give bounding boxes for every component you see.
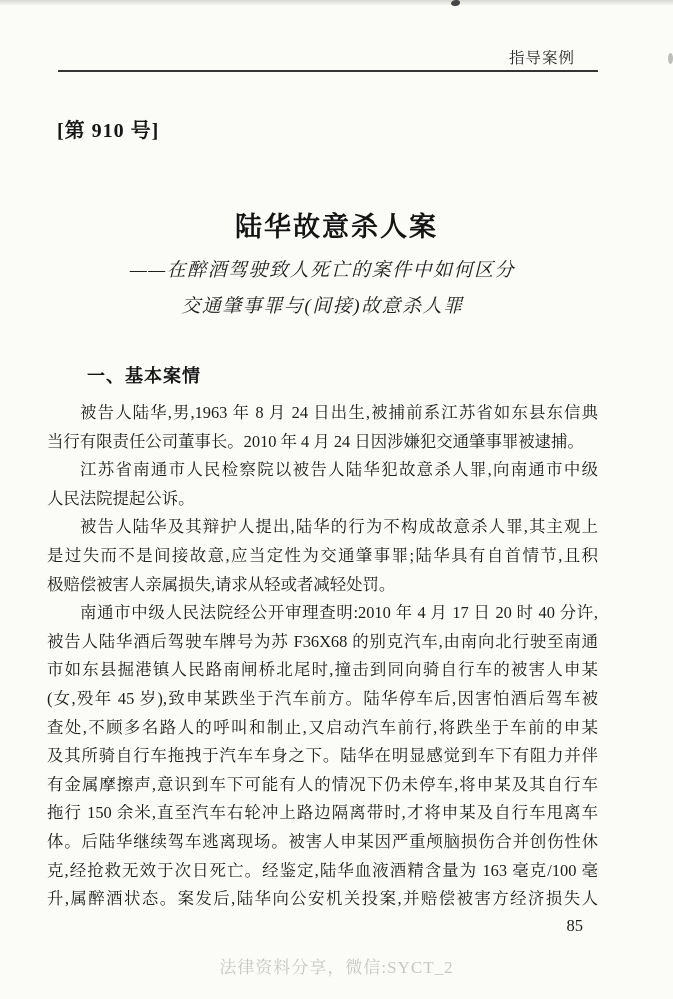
header-rule-divider [58, 70, 598, 72]
body-line: 克,经抢救无效于次日死亡。经鉴定,陆华血液酒精含量为 163 毫克/100 毫 [47, 860, 598, 880]
body-line: 南通市中级人民法院经公开审理查明:2010 年 4 月 17 日 20 时 40 分许, [80, 603, 598, 623]
body-line: 当行有限责任公司董事长。2010 年 4 月 24 日因涉嫌犯交通肇事罪被逮捕。 [47, 431, 584, 451]
body-line: 被告人陆华酒后驾驶车牌号为苏 F36X68 的别克汽车,由南向北行驶至南通 [47, 631, 598, 651]
body-line: 极赔偿被害人亲属损失,请求从轻或者减轻处罚。 [47, 574, 396, 594]
body-line: (女,殁年 45 岁),致申某跌坐于汽车前方。陆华停车后,因害怕酒后驾车被 [47, 688, 598, 708]
scan-artifact [451, 0, 460, 6]
body-line: 及其所骑自行车拖拽于汽车车身之下。陆华在明显感觉到车下有阻力并伴 [47, 746, 598, 766]
body-line: 有金属摩擦声,意识到车下可能有人的情况下仍未停车,将申某及其自行车 [47, 774, 598, 794]
body-line: 被告人陆华,男,1963 年 8 月 24 日出生,被捕前系江苏省如东县东信典 [80, 403, 598, 422]
subtitle-line-2: 交通肇事罪与(间接)故意杀人罪 [181, 296, 464, 317]
subtitle-line-1: ——在醉酒驾驶致人死亡的案件中如何区分 [129, 260, 516, 281]
body-line: 被告人陆华及其辩护人提出,陆华的行为不构成故意杀人罪,其主观上 [80, 517, 598, 537]
body-line: 是过失而不是间接故意,应当定性为交通肇事罪;陆华具有自首情节,且积 [47, 545, 598, 565]
body-line: 查处,不顾多名路人的呼叫和制止,又启动汽车前行,将跌坐于车前的申某 [47, 717, 598, 737]
page-number: 85 [566, 916, 583, 935]
watermark-text: 法律资料分享，微信:SYCT_2 [219, 958, 454, 977]
body-line: 江苏省南通市人民检察院以被告人陆华犯故意杀人罪,向南通市中级 [80, 460, 598, 480]
section-heading: 一、基本案情 [87, 366, 201, 386]
scan-artifact [668, 53, 673, 64]
body-line: 市如东县掘港镇人民路南闸桥北尾时,撞击到同向骑自行车的被害人申某 [47, 660, 598, 680]
body-line: 拖行 150 余米,直至汽车右轮冲上路边隔离带时,才将申某及自行车甩离车 [47, 803, 598, 823]
body-text-block [47, 399, 598, 914]
document-title: 陆华故意杀人案 [235, 212, 438, 242]
body-line: 体。后陆华继续驾车逃离现场。被害人申某因严重颅脑损伤合并创伤性休 [47, 831, 598, 851]
body-line: 人民法院提起公诉。 [47, 488, 195, 508]
body-line: 升,属醉酒状态。案发后,陆华向公安机关投案,并赔偿被害方经济损失人 [47, 889, 598, 909]
scan-edge-artifact [0, 0, 673, 5]
running-header: 指导案例 [508, 50, 575, 67]
case-number-label: [第 910 号] [57, 120, 160, 142]
